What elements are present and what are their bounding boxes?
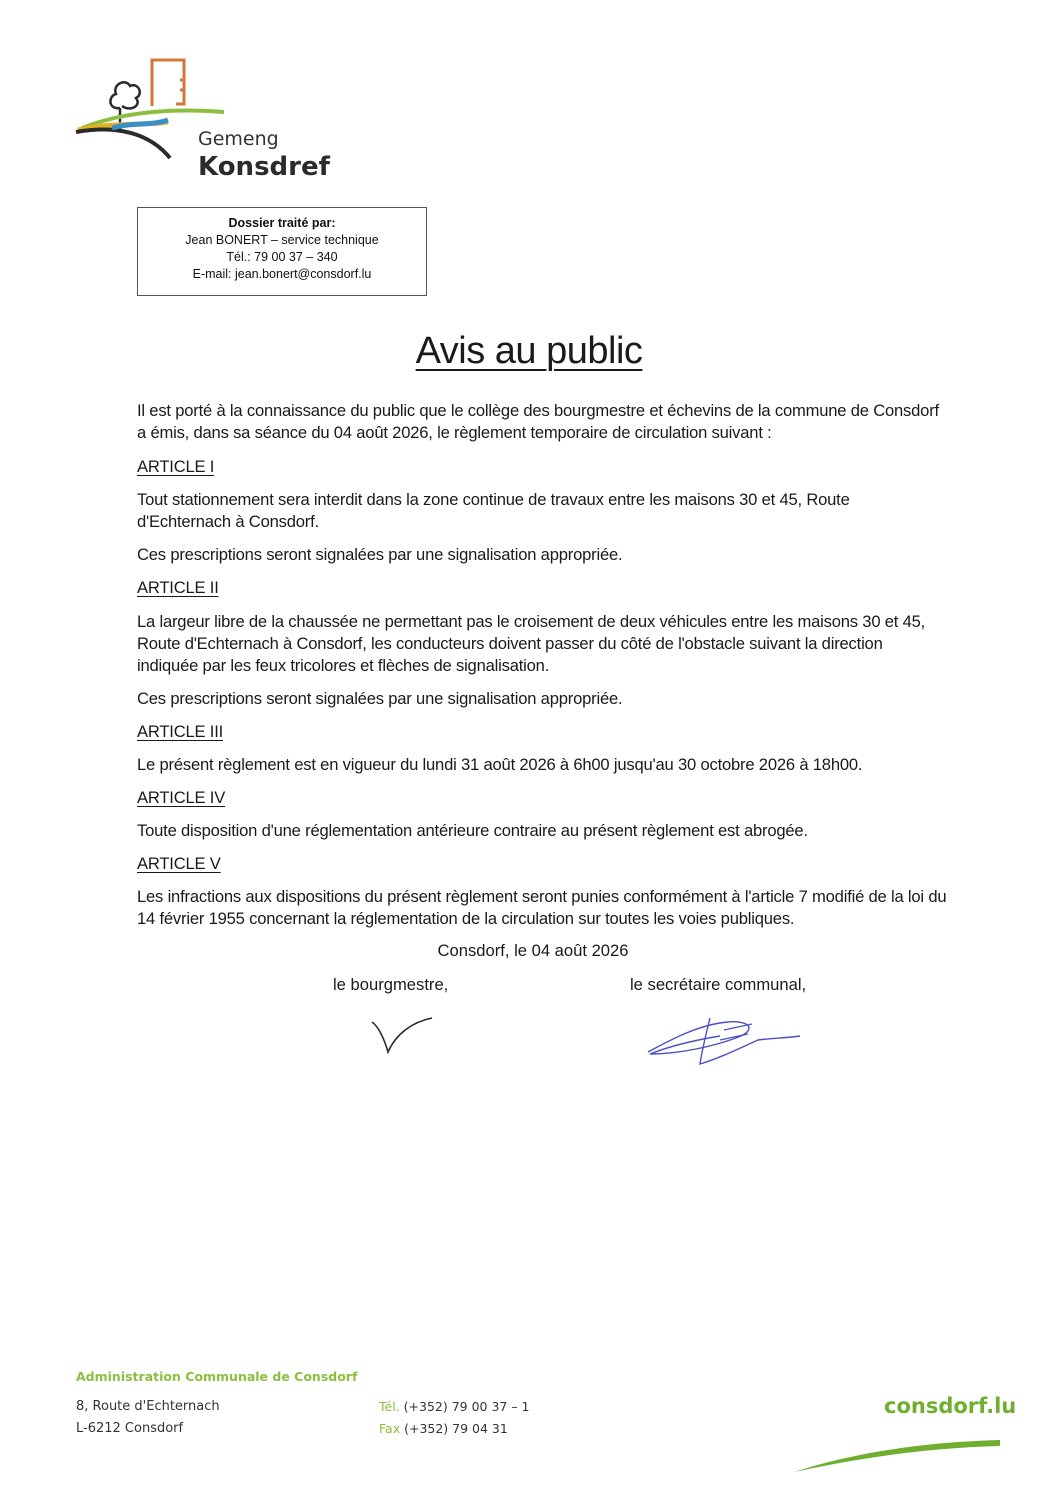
intro-paragraph: Il est porté à la connaissance du public que le collège des bourgmestre et échevins de la commune de Consdorf a émis, dans sa séance du 04 août 2026, le règlement temporaire de circulation suivant : — [137, 401, 939, 442]
article-1-para-2: Ces prescriptions seront signalées par une signalisation appropriée. — [137, 545, 623, 564]
footer-website[interactable]: consdorf.lu — [884, 1394, 1017, 1418]
footer-tel-label: Tél. — [379, 1399, 400, 1414]
article-3-heading: ARTICLE III — [137, 722, 224, 741]
article-3-para-1: Le présent règlement est en vigueur du lundi 31 août 2026 à 6h00 jusqu'au 30 octobre 2026 à 18h00. — [137, 755, 863, 774]
dossier-box — [137, 207, 427, 296]
footer-contact — [379, 1396, 530, 1440]
dossier-email: E-mail: jean.bonert@consdorf.lu — [192, 267, 372, 281]
article-1-heading: ARTICLE I — [137, 457, 215, 476]
mayor-label: le bourgmestre, — [333, 975, 449, 994]
article-1-para-1: Tout stationnement sera interdit dans la zone continue de travaux entre les maisons 30 et 45, Route d'Echternach à Consdorf. — [137, 490, 850, 531]
article-2-heading: ARTICLE II — [137, 578, 219, 597]
article-5-para-1: Les infractions aux dispositions du présent règlement seront punies conformément à l'article 7 modifié de la loi du 14 février 1955 concernant la réglementation de la circulation sur toutes les voies publiques. — [137, 887, 947, 928]
footer-address — [76, 1396, 220, 1440]
dossier-title: Dossier traité par: — [228, 216, 336, 230]
commune-logo — [72, 56, 332, 186]
logo-text-gemeng: Gemeng — [198, 128, 279, 150]
dossier-tel: Tél.: 79 00 37 – 340 — [226, 250, 338, 264]
dossier-name: Jean BONERT – service technique — [185, 233, 379, 247]
article-4-para-1: Toute disposition d'une réglementation antérieure contraire au présent règlement est abrogée. — [137, 821, 808, 840]
date-line: Consdorf, le 04 août 2026 — [437, 941, 629, 960]
footer-tel-value: (+352) 79 00 37 – 1 — [403, 1399, 530, 1414]
secretary-signature — [640, 1010, 805, 1070]
article-2-para-2: Ces prescriptions seront signalées par une signalisation appropriée. — [137, 689, 623, 708]
article-2-para-1: La largeur libre de la chaussée ne permettant pas le croisement de deux véhicules entre les maisons 30 et 45, Route d'Echternach à Consdorf, les conducteurs doivent passer du côté de l'obstacle suivant la direction indiquée par les feux tricolores et flèches de signalisation. — [137, 612, 926, 675]
footer-address-line-1: 8, Route d'Echternach — [76, 1399, 220, 1414]
footer-fax-label: Fax — [379, 1421, 401, 1436]
footer-fax-value: (+352) 79 04 31 — [404, 1421, 508, 1436]
footer-organization: Administration Communale de Consdorf — [76, 1369, 358, 1384]
article-5-heading: ARTICLE V — [137, 854, 221, 873]
article-4-heading: ARTICLE IV — [137, 788, 226, 807]
mayor-signature — [368, 1014, 438, 1056]
footer-address-line-2: L-6212 Consdorf — [76, 1421, 184, 1436]
footer-swoosh — [790, 1428, 1005, 1478]
secretary-label: le secrétaire communal, — [630, 975, 807, 994]
page-title: Avis au public — [415, 330, 643, 372]
logo-text-konsdref: Konsdref — [198, 152, 330, 182]
